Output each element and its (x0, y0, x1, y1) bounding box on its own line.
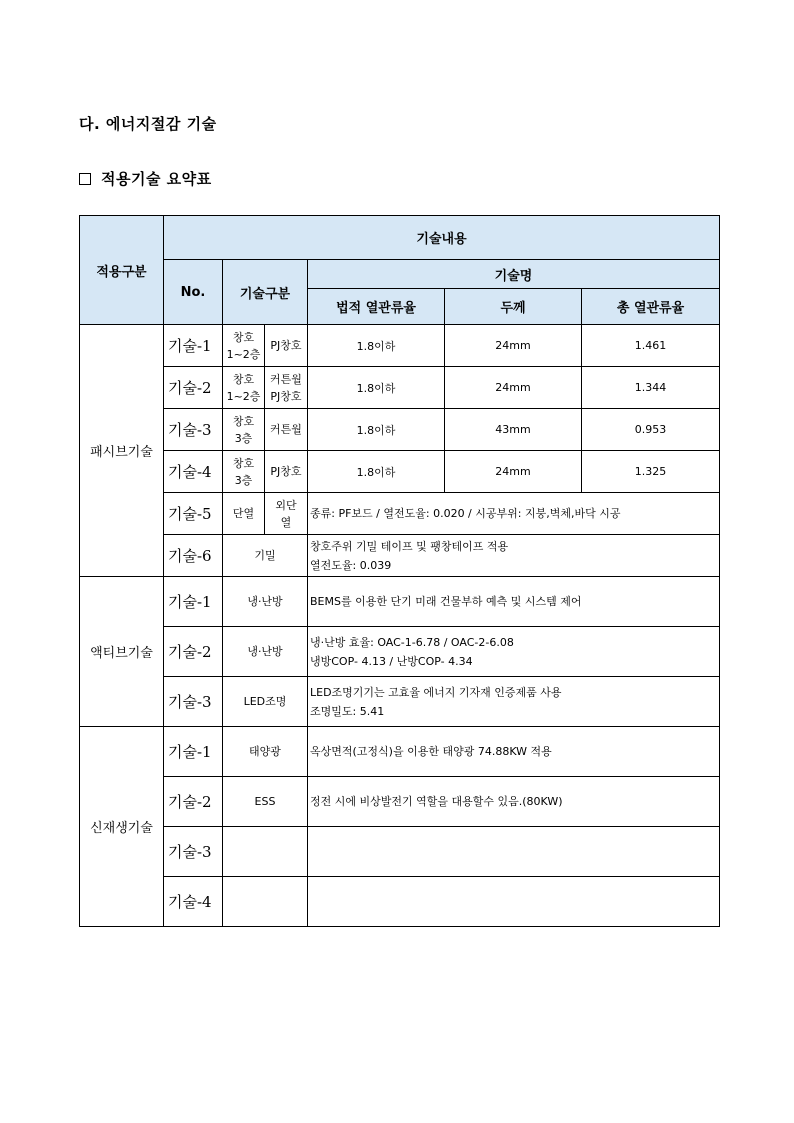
tech-type-b: PJ창호 (265, 451, 308, 493)
tech-no: 기술-3 (164, 409, 223, 451)
table-row (80, 727, 720, 777)
header-no: No. (164, 260, 223, 325)
tech-type-b: 커튼월 PJ창호 (265, 367, 308, 409)
tech-type-b: 커튼월 (265, 409, 308, 451)
subtitle (79, 168, 212, 189)
tech-description: 정전 시에 비상발전기 역할을 대용할수 있음.(80KW) (308, 777, 720, 827)
table-row (80, 627, 720, 677)
header-tech-type: 기술구분 (223, 260, 308, 325)
tech-type: 기밀 (223, 535, 308, 577)
checkbox-icon (79, 173, 91, 185)
table-row (80, 325, 720, 367)
table-row (80, 827, 720, 877)
tech-description (308, 827, 720, 877)
total-u-value: 0.953 (582, 409, 720, 451)
header-row-1 (80, 216, 720, 260)
tech-type-b: 외단 열 (265, 493, 308, 535)
header-category: 적용구분 (80, 216, 164, 325)
tech-description: 종류: PF보드 / 열전도율: 0.020 / 시공부위: 지붕,벽체,바닥 시공 (308, 493, 720, 535)
tech-type-a: 창호 3층 (223, 451, 265, 493)
tech-type-b: PJ창호 (265, 325, 308, 367)
table-row (80, 535, 720, 577)
tech-description: 냉·난방 효율: OAC-1-6.78 / OAC-2-6.08 냉방COP- 4.13 / 난방COP- 4.34 (308, 627, 720, 677)
tech-no: 기술-6 (164, 535, 223, 577)
category-passive: 패시브기술 (80, 325, 164, 577)
tech-type: 냉·난방 (223, 577, 308, 627)
tech-type: LED조명 (223, 677, 308, 727)
total-u-value: 1.344 (582, 367, 720, 409)
thickness-value: 43mm (445, 409, 582, 451)
tech-type-a: 창호 1~2층 (223, 325, 265, 367)
tech-no: 기술-5 (164, 493, 223, 535)
table-row (80, 577, 720, 627)
tech-description: LED조명기기는 고효율 에너지 기자재 인증제품 사용 조명밀도: 5.41 (308, 677, 720, 727)
tech-type-a: 창호 3층 (223, 409, 265, 451)
tech-no: 기술-2 (164, 367, 223, 409)
tech-no: 기술-1 (164, 577, 223, 627)
header-tech-name: 기술명 (308, 260, 720, 289)
thickness-value: 24mm (445, 451, 582, 493)
tech-description: 창호주위 기밀 테이프 및 팽창테이프 적용 열전도율: 0.039 (308, 535, 720, 577)
total-u-value: 1.461 (582, 325, 720, 367)
subtitle-text: 적용기술 요약표 (101, 170, 212, 188)
tech-type: ESS (223, 777, 308, 827)
table-row (80, 877, 720, 927)
tech-no: 기술-4 (164, 451, 223, 493)
thickness-value: 24mm (445, 367, 582, 409)
tech-no: 기술-1 (164, 325, 223, 367)
tech-type-a: 창호 1~2층 (223, 367, 265, 409)
table-row (80, 409, 720, 451)
header-row-2 (80, 260, 720, 289)
table-row (80, 367, 720, 409)
tech-summary-table (79, 215, 720, 927)
tech-no: 기술-2 (164, 777, 223, 827)
legal-u-value: 1.8이하 (308, 325, 445, 367)
tech-type: 태양광 (223, 727, 308, 777)
tech-no: 기술-3 (164, 677, 223, 727)
header-total-u: 총 열관류율 (582, 289, 720, 325)
legal-u-value: 1.8이하 (308, 451, 445, 493)
tech-no: 기술-1 (164, 727, 223, 777)
tech-type: 냉·난방 (223, 627, 308, 677)
header-tech-content: 기술내용 (164, 216, 720, 260)
table-row (80, 493, 720, 535)
header-thickness: 두께 (445, 289, 582, 325)
tech-type-a: 단열 (223, 493, 265, 535)
category-active: 액티브기술 (80, 577, 164, 727)
tech-no: 기술-3 (164, 827, 223, 877)
section-title: 다. 에너지절감 기술 (79, 115, 217, 133)
table-row (80, 677, 720, 727)
legal-u-value: 1.8이하 (308, 367, 445, 409)
header-legal-u: 법적 열관류율 (308, 289, 445, 325)
tech-description (308, 877, 720, 927)
category-renewable: 신재생기술 (80, 727, 164, 927)
table-row (80, 777, 720, 827)
total-u-value: 1.325 (582, 451, 720, 493)
tech-type (223, 827, 308, 877)
legal-u-value: 1.8이하 (308, 409, 445, 451)
thickness-value: 24mm (445, 325, 582, 367)
tech-description: 옥상면적(고정식)을 이용한 태양광 74.88KW 적용 (308, 727, 720, 777)
tech-type (223, 877, 308, 927)
tech-no: 기술-2 (164, 627, 223, 677)
tech-no: 기술-4 (164, 877, 223, 927)
tech-description: BEMS를 이용한 단기 미래 건물부하 예측 및 시스템 제어 (308, 577, 720, 627)
table-row (80, 451, 720, 493)
